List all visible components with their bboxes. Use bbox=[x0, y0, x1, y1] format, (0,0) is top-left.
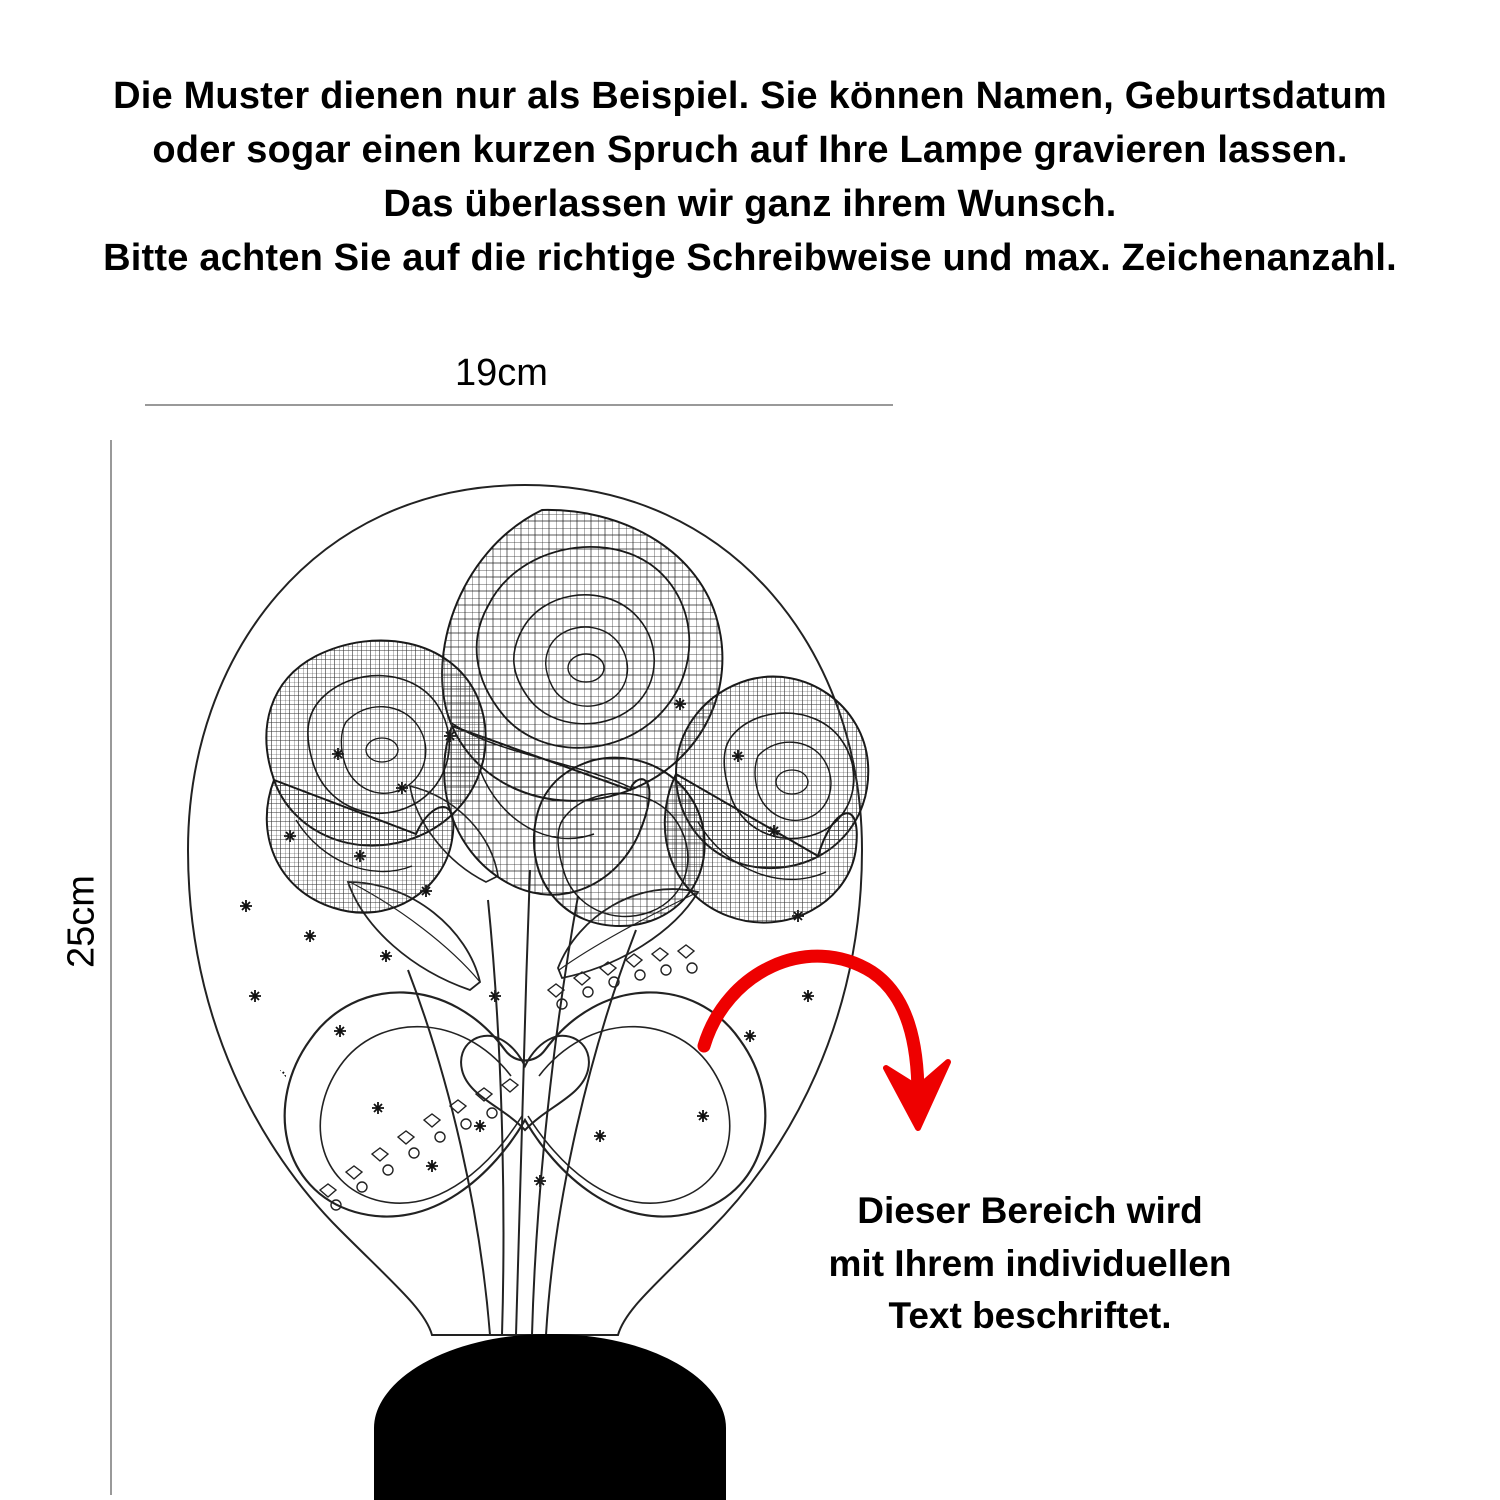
instruction-header bbox=[0, 70, 1500, 286]
height-dimension-line bbox=[110, 440, 112, 1495]
header-line-1: Die Muster dienen nur als Beispiel. Sie können Namen, Geburtsdatum bbox=[113, 75, 1387, 117]
header-line-3: Das überlassen wir ganz ihrem Wunsch. bbox=[383, 182, 1117, 225]
header-line-2: oder sogar einen kurzen Spruch auf Ihre Lampe gravieren lassen. bbox=[152, 128, 1348, 171]
callout-line-1: Dieser Bereich wird bbox=[857, 1190, 1203, 1231]
callout-line-3: Text beschriftet. bbox=[888, 1295, 1172, 1337]
width-dimension-label: 19cm bbox=[455, 352, 548, 394]
callout-line-2: mit Ihrem individuellen bbox=[828, 1242, 1232, 1284]
width-dimension-line bbox=[145, 404, 893, 406]
height-dimension-label: 25cm bbox=[60, 875, 103, 968]
lamp-base bbox=[375, 1335, 725, 1500]
personalization-callout bbox=[790, 1185, 1270, 1343]
header-line-4: Bitte achten Sie auf die richtige Schreibweise und max. Zeichenanzahl. bbox=[103, 236, 1397, 279]
red-arrow-annotation bbox=[690, 910, 990, 1170]
